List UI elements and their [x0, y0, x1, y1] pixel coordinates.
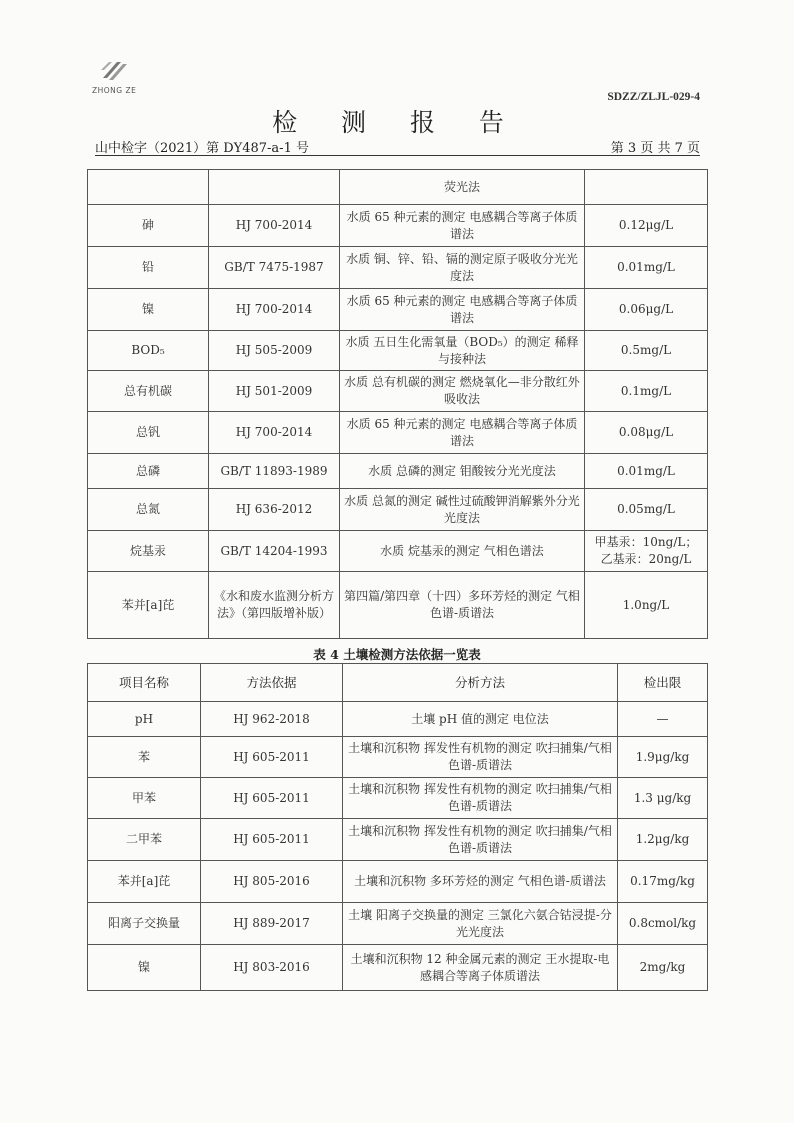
cell-method: 水质 65 种元素的测定 电感耦合等离子体质谱法 [340, 205, 585, 247]
table-row [88, 572, 708, 639]
cell-limit [585, 170, 708, 205]
cell-method: 水质 铜、锌、铅、镉的测定原子吸收分光光度法 [340, 247, 585, 289]
soil-table-body [88, 702, 708, 991]
cell-limit: — [618, 702, 708, 737]
cell-limit: 0.1mg/L [585, 371, 708, 412]
cell-standard: HJ 700-2014 [209, 289, 340, 331]
soil-method-table [87, 663, 708, 991]
header-standard: 方法依据 [201, 664, 343, 702]
table-row [88, 945, 708, 991]
cell-item: 镍 [88, 289, 209, 331]
table-row [88, 454, 708, 489]
table-row [88, 489, 708, 531]
cell-item: 总磷 [88, 454, 209, 489]
cell-standard: HJ 805-2016 [201, 861, 343, 903]
cell-method: 水质 总磷的测定 钼酸铵分光光度法 [340, 454, 585, 489]
cell-method: 水质 65 种元素的测定 电感耦合等离子体质谱法 [340, 289, 585, 331]
cell-method: 土壤和沉积物 挥发性有机物的测定 吹扫捕集/气相色谱-质谱法 [343, 778, 618, 819]
cell-item: 甲苯 [88, 778, 201, 819]
company-logo [92, 58, 136, 95]
cell-item: 总氮 [88, 489, 209, 531]
cell-method: 土壤 pH 值的测定 电位法 [343, 702, 618, 737]
table-row [88, 170, 708, 205]
cell-standard: HJ 803-2016 [201, 945, 343, 991]
cell-limit: 0.06μg/L [585, 289, 708, 331]
cell-standard: HJ 700-2014 [209, 205, 340, 247]
cell-standard: 《水和废水监测分析方法》（第四版增补版） [209, 572, 340, 639]
page-title: 检 测 报 告 [272, 108, 522, 137]
cell-method: 土壤和沉积物 12 种金属元素的测定 王水提取-电感耦合等离子体质谱法 [343, 945, 618, 991]
cell-limit: 0.8cmol/kg [618, 903, 708, 945]
cell-standard: HJ 636-2012 [209, 489, 340, 531]
cell-item: 总钒 [88, 412, 209, 454]
table-row [88, 778, 708, 819]
table-row [88, 531, 708, 572]
cell-item: 阳离子交换量 [88, 903, 201, 945]
table-row [88, 861, 708, 903]
soil-table-header [88, 664, 708, 702]
cell-limit: 1.2μg/kg [618, 819, 708, 861]
cell-item: BOD₅ [88, 331, 209, 371]
cell-method: 水质 总有机碳的测定 燃烧氧化—非分散红外吸收法 [340, 371, 585, 412]
document-code: SDZZ/ZLJL-029-4 [607, 91, 700, 103]
cell-item: 铅 [88, 247, 209, 289]
cell-standard: HJ 605-2011 [201, 819, 343, 861]
cell-standard [209, 170, 340, 205]
cell-limit: 0.5mg/L [585, 331, 708, 371]
cell-limit: 1.9μg/kg [618, 737, 708, 778]
cell-limit: 0.12μg/L [585, 205, 708, 247]
cell-item [88, 170, 209, 205]
cell-standard: HJ 889-2017 [201, 903, 343, 945]
table-row [88, 412, 708, 454]
table-row [88, 331, 708, 371]
header-limit: 检出限 [618, 664, 708, 702]
cell-standard: HJ 501-2009 [209, 371, 340, 412]
table-row [88, 205, 708, 247]
table-row [88, 289, 708, 331]
water-table-body [88, 170, 708, 639]
header-item: 项目名称 [88, 664, 201, 702]
cell-standard: GB/T 7475-1987 [209, 247, 340, 289]
cell-item: 烷基汞 [88, 531, 209, 572]
cell-method: 荧光法 [340, 170, 585, 205]
table-row [88, 371, 708, 412]
zhongze-logo-icon [99, 58, 129, 84]
page-number: 第 3 页 共 7 页 [610, 141, 700, 156]
cell-method: 土壤和沉积物 挥发性有机物的测定 吹扫捕集/气相色谱-质谱法 [343, 819, 618, 861]
cell-method: 土壤 阳离子交换量的测定 三氯化六氨合钴浸提-分光光度法 [343, 903, 618, 945]
cell-limit: 1.0ng/L [585, 572, 708, 639]
cell-standard: HJ 962-2018 [201, 702, 343, 737]
cell-method: 水质 烷基汞的测定 气相色谱法 [340, 531, 585, 572]
table-row [88, 903, 708, 945]
cell-method: 水质 65 种元素的测定 电感耦合等离子体质谱法 [340, 412, 585, 454]
cell-method: 水质 五日生化需氧量（BOD₅）的测定 稀释与接种法 [340, 331, 585, 371]
cell-limit: 0.05mg/L [585, 489, 708, 531]
cell-method: 第四篇/第四章（十四）多环芳烃的测定 气相色谱-质谱法 [340, 572, 585, 639]
table-row [88, 737, 708, 778]
table-row [88, 702, 708, 737]
water-method-table [87, 169, 708, 639]
cell-item: 总有机碳 [88, 371, 209, 412]
cell-standard: GB/T 14204-1993 [209, 531, 340, 572]
cell-limit: 甲基汞：10ng/L；乙基汞：20ng/L [585, 531, 708, 572]
cell-limit: 2mg/kg [618, 945, 708, 991]
cell-limit: 1.3 μg/kg [618, 778, 708, 819]
table-row [88, 247, 708, 289]
cell-standard: HJ 700-2014 [209, 412, 340, 454]
cell-item: pH [88, 702, 201, 737]
cell-standard: HJ 605-2011 [201, 737, 343, 778]
cell-item: 苯并[a]芘 [88, 572, 209, 639]
cell-standard: GB/T 11893-1989 [209, 454, 340, 489]
logo-text: ZHONG ZE [92, 86, 137, 95]
header-rule [95, 155, 700, 156]
cell-item: 苯 [88, 737, 201, 778]
cell-item: 镍 [88, 945, 201, 991]
table-row [88, 819, 708, 861]
cell-standard: HJ 605-2011 [201, 778, 343, 819]
cell-standard: HJ 505-2009 [209, 331, 340, 371]
cell-limit: 0.08μg/L [585, 412, 708, 454]
header-method: 分析方法 [343, 664, 618, 702]
soil-table-caption: 表 4 土壤检测方法依据一览表 [313, 647, 481, 662]
cell-item: 二甲苯 [88, 819, 201, 861]
cell-method: 土壤和沉积物 挥发性有机物的测定 吹扫捕集/气相色谱-质谱法 [343, 737, 618, 778]
cell-item: 苯并[a]芘 [88, 861, 201, 903]
report-number: 山中检字（2021）第 DY487-a-1 号 [95, 141, 309, 156]
cell-method: 水质 总氮的测定 碱性过硫酸钾消解紫外分光光度法 [340, 489, 585, 531]
cell-limit: 0.17mg/kg [618, 861, 708, 903]
cell-method: 土壤和沉积物 多环芳烃的测定 气相色谱-质谱法 [343, 861, 618, 903]
cell-limit: 0.01mg/L [585, 454, 708, 489]
cell-item: 砷 [88, 205, 209, 247]
cell-limit: 0.01mg/L [585, 247, 708, 289]
